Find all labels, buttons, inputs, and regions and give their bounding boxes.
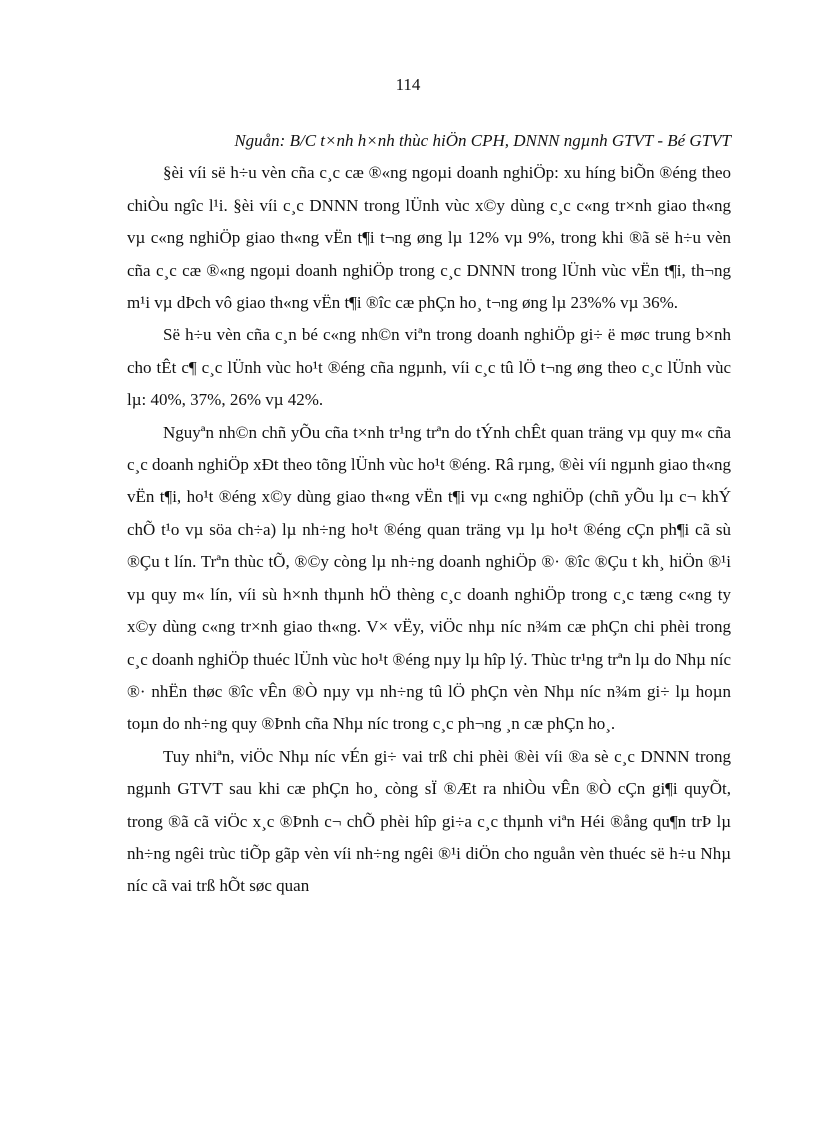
- paragraph: Së h÷u vèn cña c¸n bé c«ng nh©n viªn trong doanh nghiÖp gi÷ ë møc trung b×nh cho tÊt c¶ c¸c lÜnh vùc ho¹t ®éng cña ngµnh, víi c¸c tû lÖ t¬ng øng theo c¸c lÜnh vùc lµ: 40%, 37%, 26% vµ 42%.: [127, 325, 731, 410]
- paragraph: Tuy nhiªn, viÖc Nhµ níc vÉn gi÷ vai trß chi phèi ®èi víi ®a sè c¸c DNNN trong ngµnh GTVT sau khi cæ phÇn ho¸ còng sÏ ®Æt ra nhiÒu vÊn ®Ò cÇn gi¶i quyÕt, trong ®ã cã viÖc x¸c ®Þnh c¬ chÕ phèi hîp gi÷a c¸c thµnh viªn Héi ®ång qu¶n trÞ lµ nh÷ng ngêi trùc tiÕp gãp vèn víi nh÷ng ngêi ®¹i diÖn cho nguån vèn thuéc së h÷u Nhµ níc cã vai trß hÕt søc quan: [127, 746, 731, 896]
- page-body: [127, 125, 731, 903]
- page-number: 114: [395, 75, 421, 94]
- source-note: Nguån: B/C t×nh h×nh thùc hiÖn CPH, DNNN ngµnh GTVT - Bé GTVT: [234, 131, 731, 150]
- paragraph: Nguyªn nh©n chñ yÕu cña t×nh tr¹ng trªn do tÝnh chÊt quan träng vµ quy m« cña c¸c doanh nghiÖp xÐt theo tõng lÜnh vùc ho¹t ®éng. Râ rµng, ®èi víi ngµnh giao th«ng vËn t¶i, ho¹t ®éng x©y dùng giao th«ng vËn t¶i vµ c«ng nghiÖp (chñ yÕu lµ c¬ khÝ chÕ t¹o vµ söa ch÷a) lµ nh÷ng ho¹t ®éng quan träng vµ lµ ho¹t ®éng cÇn ph¶i cã sù ®Çu t lín. Trªn thùc tÕ, ®©y còng lµ nh÷ng doanh nghiÖp ®· ®îc ®Çu t kh¸ hiÖn ®¹i vµ quy m« lín, víi sù h×nh thµnh hÖ thèng c¸c doanh nghiÖp trong c¸c tæng c«ng ty x©y dùng c«ng tr×nh giao th«ng. V× vËy, viÖc nhµ níc n¾m cæ phÇn chi phèi trong c¸c doanh nghiÖp thuéc lÜnh vùc ho¹t ®éng nµy lµ hîp lý. Thùc tr¹ng trªn lµ do Nhµ níc ®· nhËn thøc ®îc vÊn ®Ò nµy vµ nh÷ng tû lÖ phÇn vèn Nhµ níc n¾m gi÷ lµ hoµn toµn do nh÷ng quy ®Þnh cña Nhµ níc trong c¸c ph¬ng ¸n cæ phÇn ho¸.: [127, 422, 731, 734]
- paragraph: §èi víi së h÷u vèn cña c¸c cæ ®«ng ngoµi doanh nghiÖp: xu híng biÕn ®éng theo chiÒu ngîc l¹i. §èi víi c¸c DNNN trong lÜnh vùc x©y dùng c¸c c«ng tr×nh giao th«ng vµ c«ng nghiÖp giao th«ng vËn t¶i t¬ng øng lµ 12% vµ 9%, trong khi ®ã së h÷u vèn cña c¸c cæ ®«ng ngoµi doanh nghiÖp trong c¸c DNNN trong lÜnh vùc vËn t¶i, th¬ng m¹i vµ dÞch vô giao th«ng vËn t¶i ®îc cæ phÇn ho¸ t¬ng øng lµ 23%% vµ 36%.: [127, 163, 731, 313]
